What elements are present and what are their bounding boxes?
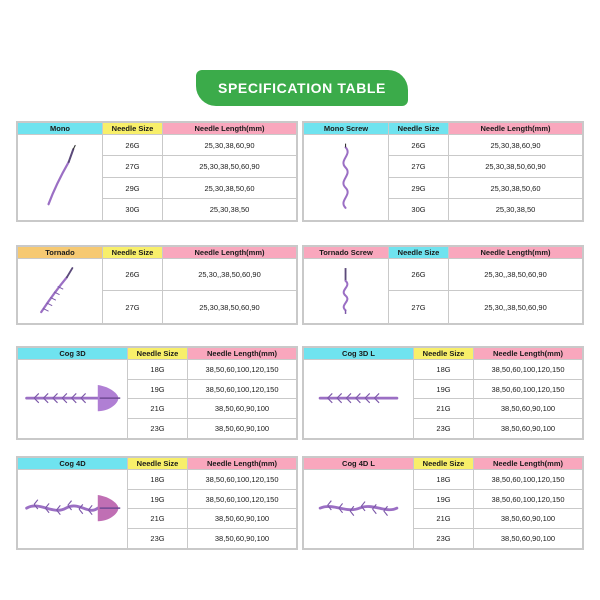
column-header-needle-size: Needle Size	[414, 458, 474, 470]
spec-table-cog-3d	[16, 346, 298, 440]
cell-size: 21G	[128, 399, 188, 419]
column-header-needle-size: Needle Size	[128, 458, 188, 470]
cell-size: 21G	[414, 399, 474, 419]
cell-length: 38,50,60,100,120,150	[188, 469, 297, 489]
cell-length: 38,50,60,90,100	[474, 399, 583, 419]
cell-size: 30G	[389, 199, 449, 221]
spec-table-mono	[16, 121, 298, 222]
cell-size: 23G	[128, 419, 188, 439]
cell-size: 19G	[414, 379, 474, 399]
cell-size: 21G	[414, 509, 474, 529]
cell-length: 38,50,60,90,100	[188, 509, 297, 529]
column-header-needle-length: Needle Length(mm)	[188, 458, 297, 470]
cell-length: 25,30,38,50,60,90	[449, 156, 583, 178]
tornado-screw-thread-icon	[304, 258, 389, 323]
cell-length: 38,50,60,100,120,150	[474, 359, 583, 379]
column-header-needle-size: Needle Size	[414, 348, 474, 360]
page-title-banner	[196, 70, 408, 106]
cell-size: 19G	[128, 379, 188, 399]
cell-length: 25,30,38,50	[449, 199, 583, 221]
cog-3d-l-thread-icon	[304, 359, 414, 438]
cell-size: 29G	[389, 177, 449, 199]
cell-size: 19G	[128, 489, 188, 509]
cell-length: 38,50,60,90,100	[188, 399, 297, 419]
cog-4d-thread-icon	[18, 469, 128, 548]
cell-size: 26G	[103, 258, 163, 291]
column-header-needle-length: Needle Length(mm)	[449, 123, 583, 135]
table-title-tornado: Tornado	[18, 247, 103, 259]
spec-table-cog-3d-l	[302, 346, 584, 440]
cell-length: 25,30,38,50,60,90	[163, 156, 297, 178]
column-header-needle-length: Needle Length(mm)	[474, 348, 583, 360]
cell-size: 27G	[389, 291, 449, 324]
cell-size: 27G	[103, 291, 163, 324]
cell-length: 25,30,,38,50,60,90	[163, 258, 297, 291]
column-header-needle-length: Needle Length(mm)	[163, 247, 297, 259]
cell-size: 18G	[128, 469, 188, 489]
table-title-cog-4d-l: Cog 4D L	[304, 458, 414, 470]
table-title-mono-screw: Mono Screw	[304, 123, 389, 135]
cell-length: 38,50,60,100,120,150	[474, 489, 583, 509]
cell-size: 26G	[103, 134, 163, 156]
cell-length: 38,50,60,100,120,150	[188, 489, 297, 509]
column-header-needle-size: Needle Size	[103, 247, 163, 259]
column-header-needle-length: Needle Length(mm)	[449, 247, 583, 259]
cell-size: 27G	[103, 156, 163, 178]
cell-size: 18G	[128, 359, 188, 379]
cell-length: 25,30,38,60,90	[449, 134, 583, 156]
cell-size: 30G	[103, 199, 163, 221]
spec-table-tornado-screw	[302, 245, 584, 325]
cell-length: 38,50,60,90,100	[188, 419, 297, 439]
cog-3d-thread-icon	[18, 359, 128, 438]
table-title-cog-3d-l: Cog 3D L	[304, 348, 414, 360]
cell-size: 27G	[389, 156, 449, 178]
cell-size: 18G	[414, 359, 474, 379]
cell-length: 38,50,60,100,120,150	[474, 469, 583, 489]
table-title-tornado-screw: Tornado Screw	[304, 247, 389, 259]
cell-length: 25,30,38,50,60	[163, 177, 297, 199]
table-title-mono: Mono	[18, 123, 103, 135]
spec-table-mono-screw	[302, 121, 584, 222]
mono-thread-icon	[18, 134, 103, 220]
spec-table-tornado	[16, 245, 298, 325]
cell-length: 25,30,38,60,90	[163, 134, 297, 156]
column-header-needle-size: Needle Size	[389, 247, 449, 259]
column-header-needle-length: Needle Length(mm)	[163, 123, 297, 135]
cell-size: 26G	[389, 134, 449, 156]
cell-size: 21G	[128, 509, 188, 529]
cog-4d-l-thread-icon	[304, 469, 414, 548]
column-header-needle-size: Needle Size	[128, 348, 188, 360]
cell-length: 38,50,60,90,100	[188, 529, 297, 549]
table-title-cog-3d: Cog 3D	[18, 348, 128, 360]
cell-size: 18G	[414, 469, 474, 489]
cell-size: 23G	[128, 529, 188, 549]
cell-size: 29G	[103, 177, 163, 199]
column-header-needle-length: Needle Length(mm)	[474, 458, 583, 470]
cell-length: 38,50,60,100,120,150	[188, 379, 297, 399]
cell-size: 19G	[414, 489, 474, 509]
mono-screw-thread-icon	[304, 134, 389, 220]
cell-size: 26G	[389, 258, 449, 291]
column-header-needle-length: Needle Length(mm)	[188, 348, 297, 360]
cell-length: 25,30,38,50,60	[449, 177, 583, 199]
cell-length: 38,50,60,90,100	[474, 509, 583, 529]
cell-length: 38,50,60,90,100	[474, 529, 583, 549]
cell-size: 23G	[414, 529, 474, 549]
cell-length: 25,30,,38,50,60,90	[449, 258, 583, 291]
cell-length: 38,50,60,100,120,150	[188, 359, 297, 379]
cell-size: 23G	[414, 419, 474, 439]
page-title: SPECIFICATION TABLE	[218, 80, 386, 96]
cell-length: 25,30,,38,50,60,90	[449, 291, 583, 324]
cell-length: 25,30,38,50	[163, 199, 297, 221]
table-title-cog-4d: Cog 4D	[18, 458, 128, 470]
tornado-thread-icon	[18, 258, 103, 323]
column-header-needle-size: Needle Size	[103, 123, 163, 135]
cell-length: 25,30,38,50,60,90	[163, 291, 297, 324]
spec-table-cog-4d-l	[302, 456, 584, 550]
cell-length: 38,50,60,90,100	[474, 419, 583, 439]
cell-length: 38,50,60,100,120,150	[474, 379, 583, 399]
spec-table-cog-4d	[16, 456, 298, 550]
column-header-needle-size: Needle Size	[389, 123, 449, 135]
